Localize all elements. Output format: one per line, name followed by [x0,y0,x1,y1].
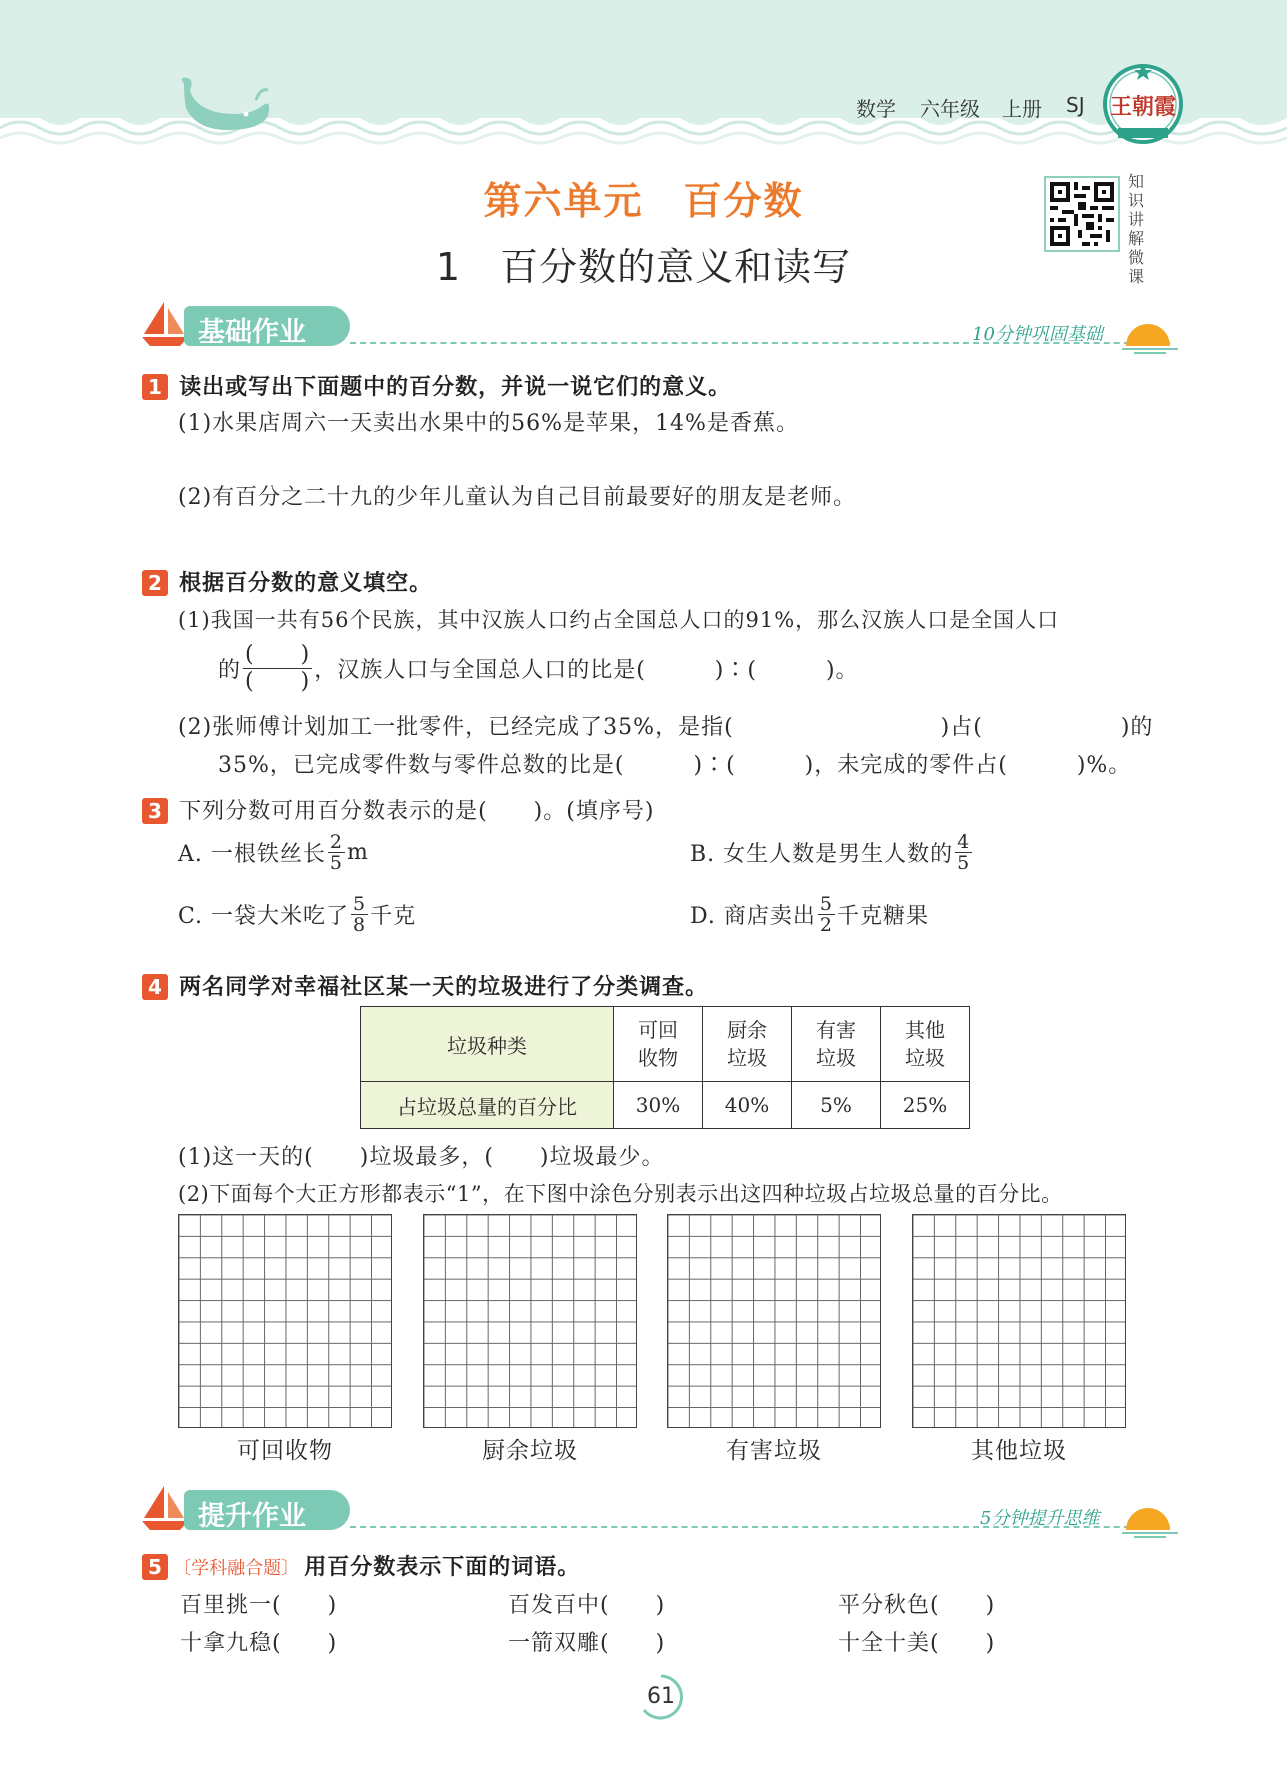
table-cell: 5% [792,1082,881,1129]
hundred-grid-kitchen[interactable] [423,1214,637,1428]
table-header-cell [881,1007,970,1082]
brand-logo [1100,60,1186,146]
qr-code[interactable] [1044,176,1120,252]
header-line: 有害 [816,1018,856,1042]
qr-caption: 知识讲解微课 [1128,172,1145,286]
q2-item-2-line2: 35%，已完成零件数与零件总数的比是( )∶( )，未完成的零件占( )%。 [218,753,1132,778]
fraction-denominator: ( ) [245,669,311,694]
question-number: 1 [142,374,168,400]
question-tag: 〔学科融合题〕 [173,1558,300,1579]
advanced-section-label: 提升作业 [198,1501,306,1532]
q1-item-2: (2)有百分之二十九的少年儿童认为自己目前最要好的朋友是老师。 [178,485,857,510]
fraction-denominator: 2 [819,914,833,936]
table-row [361,1082,970,1129]
q3-option-a[interactable] [178,832,369,873]
table-row [361,1007,970,1082]
question-number: 2 [142,570,168,596]
option-unit: m [346,840,369,865]
table-header-cell [792,1007,881,1082]
fraction-denominator: 5 [329,852,343,874]
whale-icon [176,76,276,136]
q4-sub-1: (1)这一天的( )垃圾最多，( )垃圾最少。 [178,1145,665,1170]
basic-section-tag [184,306,350,346]
table-header-cell [703,1007,792,1082]
q1-item-1: (1)水果店周六一天卖出水果中的56%是苹果，14%是香蕉。 [178,411,799,436]
question-title: 下列分数可用百分数表示的是( )。(填序号) [179,799,655,824]
table-cell: 30% [614,1082,703,1129]
question-title: 读出或写出下面题中的百分数，并说一说它们的意义。 [179,375,732,400]
idiom-item: 十全十美( ) [838,1631,996,1656]
table-header-label: 垃圾种类 [361,1007,614,1082]
option-fraction [351,894,368,935]
volume-label: 上册 [1002,97,1042,121]
option-text: D. 商店卖出 [690,904,816,929]
question-2 [142,566,432,597]
idiom-item: 一箭双雕( ) [508,1631,666,1656]
table-cell: 25% [881,1082,970,1129]
option-unit: 千克 [370,904,417,929]
table-row-label: 占垃圾总量的百分比 [361,1082,614,1129]
question-number: 4 [142,974,168,1000]
idiom-item: 十拿九稳( ) [180,1631,338,1656]
unit-title: 第六单元 百分数 [483,179,804,223]
question-title: 根据百分数的意义填空。 [179,571,433,596]
header-line: 其他 [905,1018,945,1042]
edition-label: SJ [1066,93,1085,117]
option-fraction [328,832,345,873]
hundred-grid-other[interactable] [912,1214,1126,1428]
question-3 [142,794,654,825]
fraction-denominator: 8 [353,914,367,936]
basic-section-hint: 10分钟巩固基础 [972,324,1103,345]
table-header-cell [614,1007,703,1082]
q2-de: 的 [218,658,242,683]
question-number: 5 [142,1554,168,1580]
fraction-denominator: 5 [957,852,971,874]
brand-name: 王朝霞 [1109,94,1176,120]
hundred-grid-recyclable[interactable] [178,1214,392,1428]
q2-item-1-rest: ，汉族人口与全国总人口的比是( )∶( )。 [314,658,859,683]
sunset-icon [1120,316,1180,360]
question-5 [142,1550,580,1581]
advanced-section-tag [184,1490,350,1530]
grid-label: 可回收物 [237,1438,333,1464]
question-4 [142,970,708,1001]
garbage-table [360,1006,970,1129]
option-fraction [955,832,972,873]
advanced-section-hint: 5分钟提升思维 [980,1508,1100,1529]
q3-option-b[interactable] [690,832,974,873]
idiom-item: 百里挑一( ) [180,1593,338,1618]
option-text: C. 一袋大米吃了 [178,904,350,929]
fraction-numerator: 5 [353,893,367,915]
page-number-badge [636,1672,686,1722]
lesson-title: 1 百分数的意义和读写 [435,245,852,289]
idiom-item: 百发百中( ) [508,1593,666,1618]
grade-label: 六年级 [920,97,980,121]
page-number: 61 [647,1684,675,1709]
question-title: 用百分数表示下面的词语。 [304,1555,581,1580]
q3-option-d[interactable] [690,894,929,935]
grid-label: 有害垃圾 [726,1438,822,1464]
sailboat-icon [140,1484,190,1536]
sunset-icon [1120,1500,1180,1544]
question-number: 3 [142,798,168,824]
q3-option-c[interactable] [178,894,416,935]
question-1 [142,370,731,401]
header-line: 可回 [638,1018,678,1042]
option-fraction [818,894,835,935]
option-unit: 千克糖果 [836,904,929,929]
q2-item-1-line2 [218,642,859,695]
sailboat-icon [140,300,190,352]
header-line: 收物 [638,1046,678,1070]
table-cell: 40% [703,1082,792,1129]
q2-blank-fraction[interactable] [243,642,312,695]
hundred-grid-hazardous[interactable] [667,1214,881,1428]
basic-section-label: 基础作业 [198,317,306,348]
header-line: 垃圾 [905,1046,945,1070]
header-line: 垃圾 [727,1046,767,1070]
q4-sub-2: (2)下面每个大正方形都表示“1”，在下图中涂色分别表示出这四种垃圾占垃圾总量的百分比。 [178,1182,1063,1206]
header-line: 厨余 [727,1018,767,1042]
q2-item-2-line1: (2)张师傅计划加工一批零件，已经完成了35%，是指( )占( )的 [178,715,1154,740]
subject-label: 数学 [856,97,896,121]
fraction-numerator: 4 [957,831,971,853]
header-line: 垃圾 [816,1046,856,1070]
grid-label: 其他垃圾 [971,1438,1067,1464]
question-title: 两名同学对幸福社区某一天的垃圾进行了分类调查。 [179,975,709,1000]
fraction-numerator: 5 [819,893,833,915]
option-text: B. 女生人数是男生人数的 [690,842,954,867]
grid-label: 厨余垃圾 [482,1438,578,1464]
idiom-item: 平分秋色( ) [838,1593,996,1618]
q2-item-1-line1: (1)我国一共有56个民族，其中汉族人口约占全国总人口的91%，那么汉族人口是全国人口 [178,608,1060,632]
fraction-numerator: ( ) [245,642,311,667]
fraction-numerator: 2 [329,831,343,853]
option-text: A. 一根铁丝长 [178,842,326,867]
